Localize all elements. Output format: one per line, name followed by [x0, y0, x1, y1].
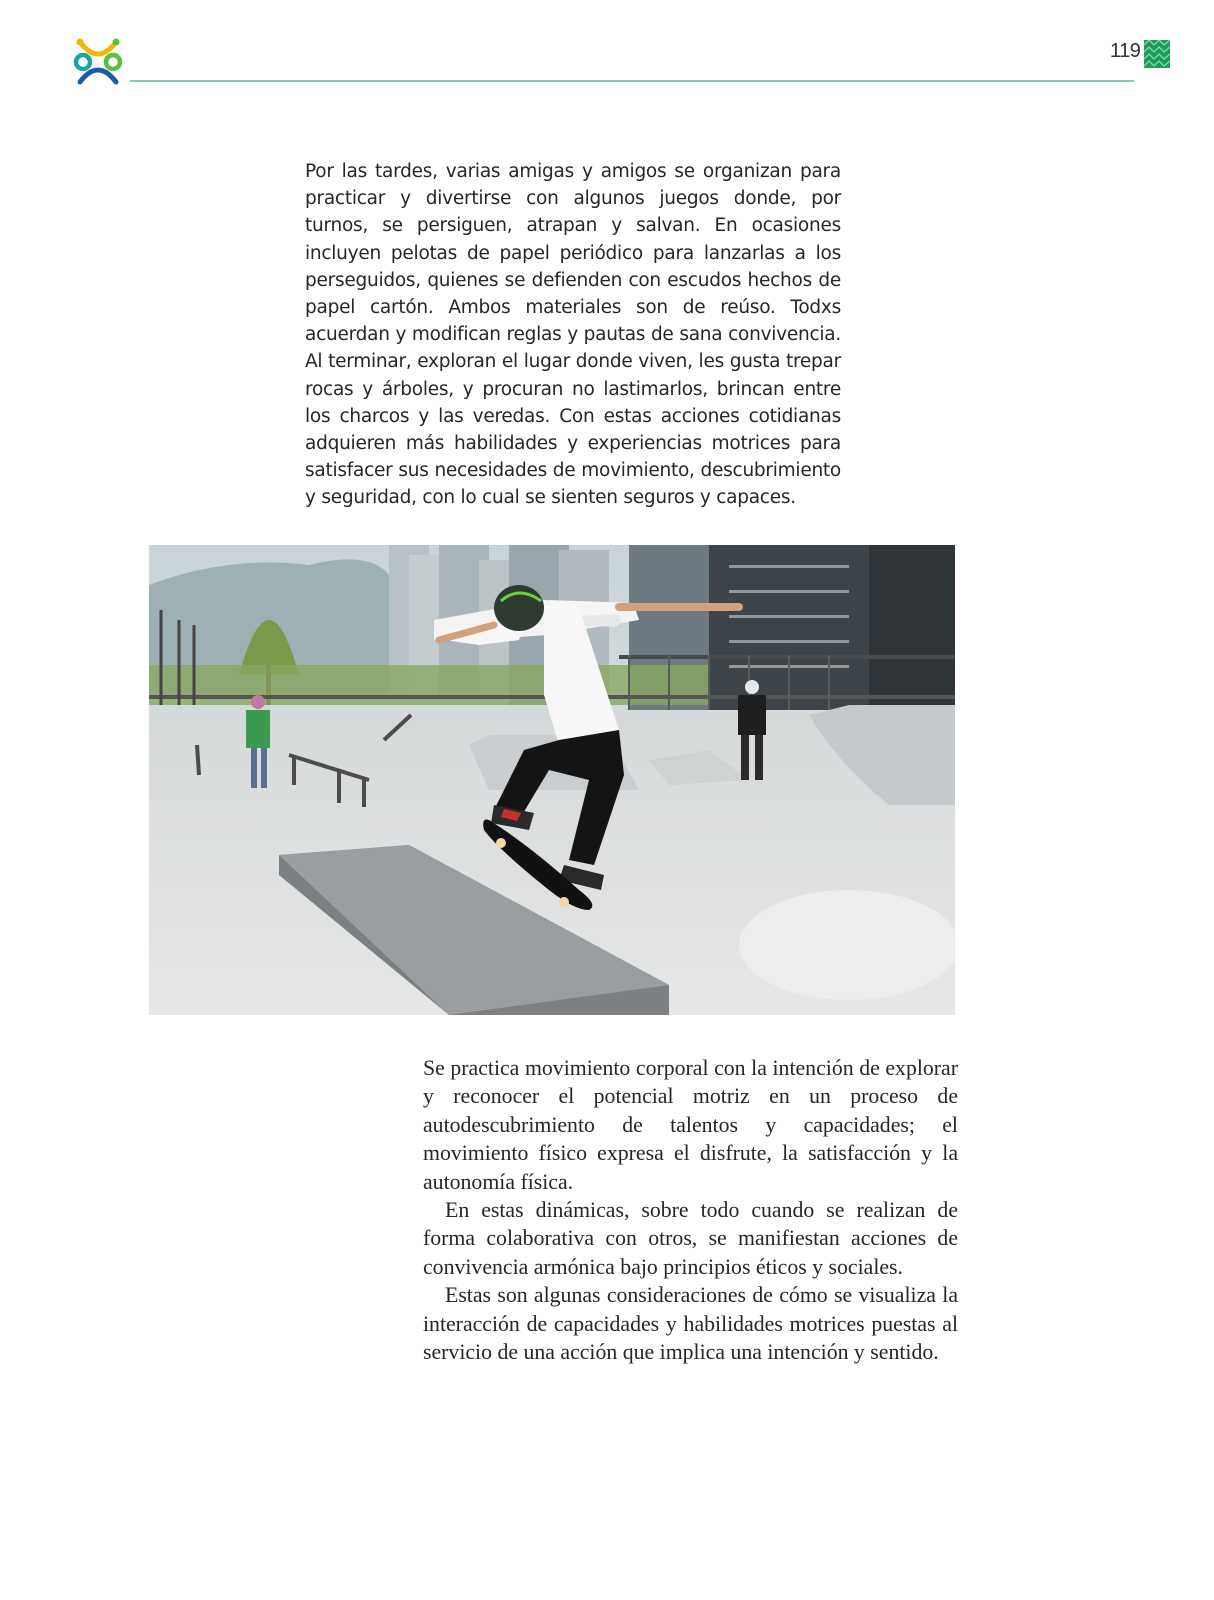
body-paragraph-2: En estas dinámicas, sobre todo cuando se realizan de forma colaborativa con otros, se manifiestan acciones de convivencia armónica bajo principios éticos y sociales.: [423, 1198, 958, 1279]
skatepark-photo: [149, 545, 955, 1015]
green-tile-icon: [1144, 40, 1170, 68]
body-text: [423, 1054, 958, 1366]
body-paragraph-1: Se practica movimiento corporal con la intención de explorar y reconocer el potencial motriz en un proceso de autodescubrimiento de talentos y capacidades; el movimiento físico expresa el disfrute, la satisfacción y la autonomía física.: [423, 1056, 958, 1194]
page-number: 119: [1110, 40, 1141, 62]
intro-paragraph: Por las tardes, varias amigas y amigos se organizan para practicar y divertirse con algunos juegos donde, por turnos, se persiguen, atrapan y salvan. En ocasiones incluyen pelotas de papel periódico para lanzarlas a los perseguidos, quienes se defienden con escudos hechos de papel cartón. Ambos materiales son de reúso. Todxs acuerdan y modifican reglas y pautas de sana convivencia. Al terminar, exploran el lugar donde viven, les gusta trepar rocas y árboles, y procuran no lastimarlos, brincan entre los charcos y las veredas. Con estas acciones cotidianas adquieren más habilidades y experiencias motrices para satisfacer sus necesidades de movimiento, descubrimiento y seguridad, con lo cual se sienten seguros y capaces.: [305, 161, 841, 509]
logo-icon: [72, 36, 124, 88]
body-paragraph-3: Estas son algunas consideraciones de cómo se visualiza la interacción de capacidades y habilidades motrices puestas al servicio de una acción que implica una intención y sentido.: [423, 1283, 958, 1365]
header-rule: [130, 80, 1134, 82]
